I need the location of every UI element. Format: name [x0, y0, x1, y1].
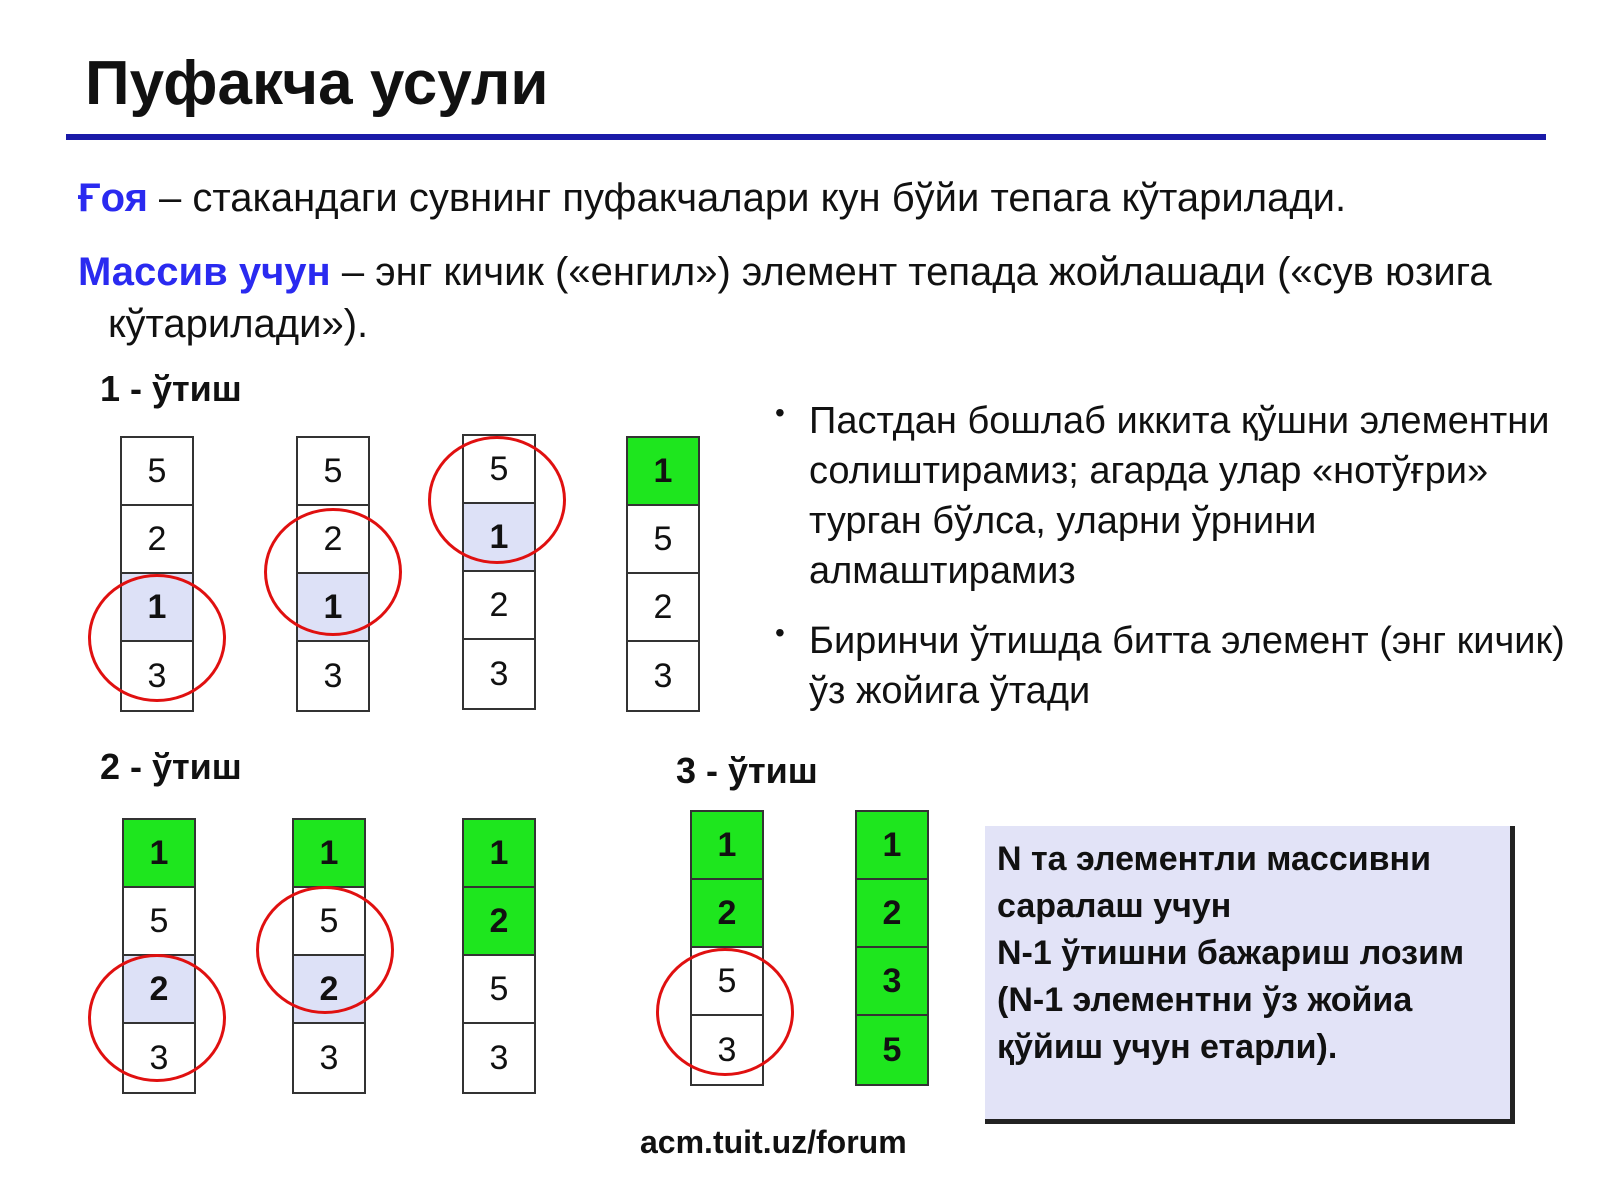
array-cell: 3 [489, 1038, 509, 1077]
bullet-item: • Пастдан бошлаб иккита қўшни элементни солиштирамиз; агарда улар «нотўғри» турган бўлса, уларни ўрнини алмаштирамиз [775, 396, 1565, 596]
array-cell-sorted: 1 [857, 812, 927, 880]
array-cell-compared: 3 [717, 1030, 737, 1069]
array-cell: 3 [489, 654, 509, 693]
bullet-item: • Биринчи ўтишда битта элемент (энг кичик) ўз жойига ўтади [775, 616, 1565, 716]
comparison-circle [428, 436, 566, 564]
title-divider [66, 134, 1546, 140]
array-column-pass1-result [626, 436, 700, 712]
array-cell-compared: 3 [149, 1038, 169, 1077]
array-cell-sorted: 1 [692, 812, 762, 880]
array-paragraph [78, 246, 1548, 350]
array-cell-sorted: 1 [628, 438, 698, 506]
array-cell-sorted: 1 [464, 820, 534, 888]
footer-url: acm.tuit.uz/forum [640, 1124, 907, 1160]
array-cell-compared: 2 [124, 956, 194, 1024]
array-cell-compared: 5 [294, 888, 364, 956]
array-cell: 5 [628, 506, 698, 574]
array-cell: 3 [653, 656, 673, 695]
page-title: Пуфакча усули [85, 49, 549, 118]
summary-note-box [985, 826, 1515, 1124]
array-cell-sorted: 2 [464, 888, 534, 956]
array-column-pass2-result [462, 818, 536, 1094]
array-cell-sorted: 5 [857, 1016, 927, 1084]
array-cell-compared: 2 [298, 506, 368, 574]
idea-text: – стакандаги сувнинг пуфакчалари кун бўйи тепага кўтарилади. [147, 176, 1347, 220]
array-cell-compared: 5 [464, 436, 534, 504]
array-cell: 2 [628, 574, 698, 642]
array-cell: 5 [122, 438, 192, 506]
array-cell-compared: 3 [147, 656, 167, 695]
array-cell-sorted: 3 [857, 948, 927, 1016]
array-text: – энг кичик («енгил») элемент тепада жойлашади («сув юзига кўтарилади»). [108, 250, 1492, 346]
array-cell: 3 [319, 1038, 339, 1077]
array-cell-sorted: 1 [294, 820, 364, 888]
comparison-circle [256, 886, 394, 1014]
array-cell: 5 [124, 888, 194, 956]
array-cell: 2 [464, 572, 534, 640]
array-cell: 5 [298, 438, 368, 506]
note-line: N-1 ўтишни бажариш лозим (N-1 элементни ўз жойиа қўйиш учун етарли). [997, 934, 1465, 1066]
idea-paragraph [78, 172, 1578, 224]
comparison-circle [656, 948, 794, 1076]
pass-3-label: 3 - ўтиш [676, 750, 818, 791]
comparison-circle [88, 574, 226, 702]
array-cell-sorted: 2 [692, 880, 762, 948]
comparison-circle [264, 508, 402, 636]
array-cell-compared: 1 [298, 574, 368, 642]
array-cell-compared: 1 [464, 504, 534, 572]
pass-1-label: 1 - ўтиш [100, 368, 242, 409]
bullet-list [775, 396, 1565, 736]
array-column-pass3-result [855, 810, 929, 1086]
array-cell-sorted: 1 [124, 820, 194, 888]
array-cell: 2 [122, 506, 192, 574]
idea-keyword: Ғоя [78, 176, 148, 220]
array-cell-sorted: 2 [857, 880, 927, 948]
note-line: N та элементли массивни саралаш учун [997, 840, 1431, 925]
array-cell-compared: 2 [294, 956, 364, 1024]
array-cell: 5 [464, 956, 534, 1024]
array-cell: 3 [323, 656, 343, 695]
array-cell-compared: 1 [122, 574, 192, 642]
array-keyword: Массив учун [78, 250, 331, 294]
array-cell-compared: 5 [692, 948, 762, 1016]
comparison-circle [88, 954, 226, 1082]
pass-2-label: 2 - ўтиш [100, 746, 242, 787]
